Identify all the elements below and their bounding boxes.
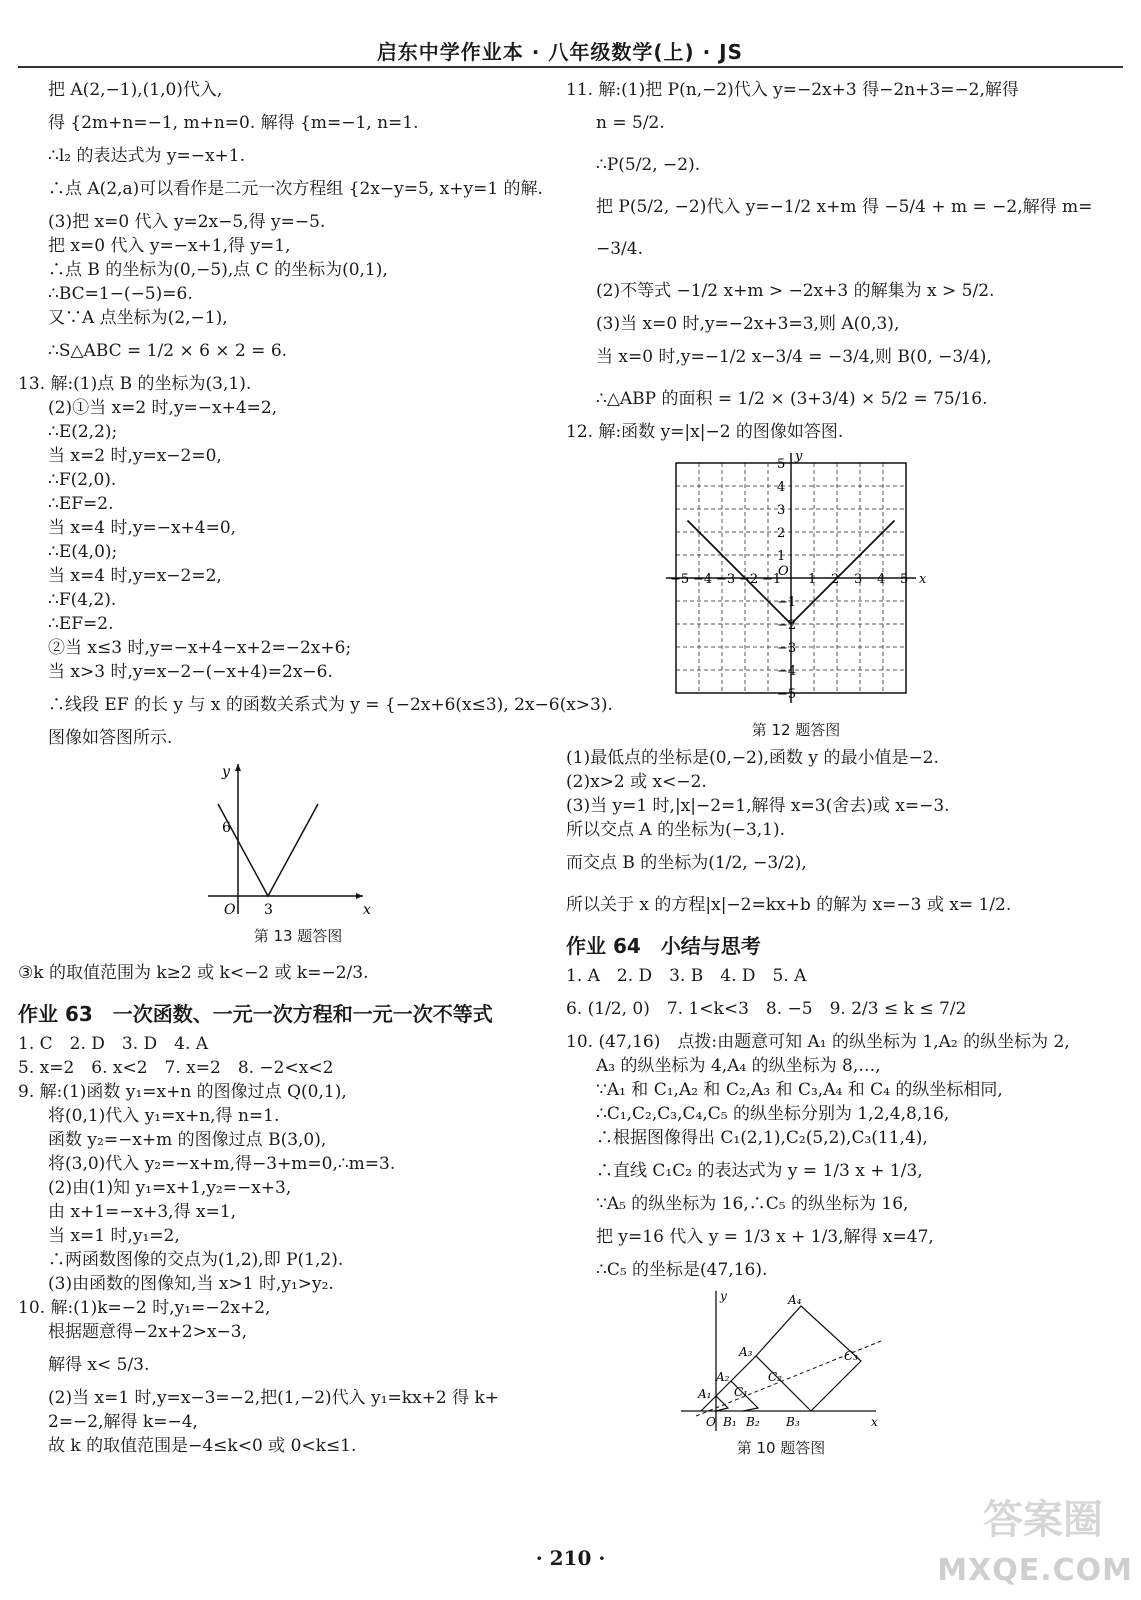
text-line: 把 P(5/2, −2)代入 y=−1/2 x+m 得 −5/4 + m = −2,解得 m= — [596, 197, 1093, 217]
answer-line: 6. (1/2, 0) 7. 1<k<3 8. −5 9. 2/3 ≤ k ≤ 7/2 — [566, 999, 967, 1019]
text-line: 而交点 B 的坐标为(1/2, −3/2), — [566, 853, 807, 873]
right-column — [566, 78, 1126, 1464]
text-line: ∴EF=2. — [48, 614, 114, 634]
figure-13-graph — [198, 754, 398, 924]
text-line: (2)①当 x=2 时,y=−x+4=2, — [48, 398, 278, 418]
y-tick: 3 — [777, 503, 786, 518]
text-line: ∴BC=1−(−5)=6. — [48, 284, 193, 304]
x-tick: 3 — [854, 572, 863, 587]
question-9-line: 9. 解:(1)函数 y₁=x+n 的图像过点 Q(0,1), — [18, 1082, 347, 1102]
text-line: A₃ 的纵坐标为 4,A₄ 的纵坐标为 8,…, — [596, 1056, 881, 1076]
section-63-title: 作业 63 一次函数、一元一次方程和一元一次不等式 — [18, 1002, 493, 1026]
x-tick-labels — [670, 572, 908, 587]
figure-10 — [676, 1286, 886, 1460]
text-line: ∴l₂ 的表达式为 y=−x+1. — [48, 146, 246, 166]
text-line: n = 5/2. — [596, 113, 665, 133]
figure-10-graph — [676, 1286, 886, 1436]
text-line: 又∵A 点坐标为(2,−1), — [48, 308, 228, 328]
origin-label: O — [224, 902, 236, 918]
x-tick: −1 — [762, 572, 782, 587]
text-line: ∴点 A(2,a)可以看作是二元一次方程组 {2x−y=5, x+y=1 的解. — [48, 179, 543, 199]
text-line: 故 k 的取值范围是−4≤k<0 或 0<k≤1. — [48, 1436, 357, 1456]
text-line: ∴E(4,0); — [48, 542, 118, 562]
text-line: (3)当 x=0 时,y=−2x+3=3,则 A(0,3), — [596, 314, 900, 334]
text-line: ∴P(5/2, −2). — [596, 155, 701, 175]
text-line: 当 x>3 时,y=x−2−(−x+4)=2x−6. — [48, 662, 333, 682]
figure-12 — [661, 448, 931, 742]
figure-12-graph — [661, 448, 931, 718]
y-label: y — [795, 449, 803, 464]
function-graph — [218, 804, 318, 896]
question-11-line: 11. 解:(1)把 P(n,−2)代入 y=−2x+3 得−2n+3=−2,解得 — [566, 80, 1019, 100]
text-line: ∴两函数图像的交点为(1,2),即 P(1,2). — [48, 1250, 344, 1270]
y-tick: 1 — [777, 549, 786, 564]
question-13-line: 13. 解:(1)点 B 的坐标为(3,1). — [18, 374, 252, 394]
answer-line: 5. x=2 6. x<2 7. x=2 8. −2<x<2 — [18, 1058, 334, 1078]
figure-13-caption: 第 13 题答图 — [253, 927, 343, 945]
header-title: 启东中学作业本 · 八年级数学(上) · JS — [376, 40, 743, 64]
text-line: ∴C₁,C₂,C₃,C₄,C₅ 的纵坐标分别为 1,2,4,8,16, — [596, 1104, 950, 1124]
b2-label: B₂ — [746, 1415, 760, 1429]
y-tick: −4 — [777, 664, 797, 679]
text-line: 解得 x< 5/3. — [48, 1355, 150, 1375]
text-line: ∴EF=2. — [48, 494, 114, 514]
a4-label: A₄ — [788, 1293, 802, 1307]
text-line: ∴根据图像得出 C₁(2,1),C₂(5,2),C₃(11,4), — [596, 1128, 928, 1148]
text-line: ∴线段 EF 的长 y 与 x 的函数关系式为 y = {−2x+6(x≤3), 2x−6(x>3). — [48, 695, 613, 715]
c1-label: C₁ — [734, 1385, 748, 1399]
text-line: ②当 x≤3 时,y=−x+4−x+2=−2x+6; — [48, 638, 352, 658]
text-line: ∵A₅ 的纵坐标为 16,∴C₅ 的纵坐标为 16, — [596, 1194, 909, 1214]
text-line: ∴点 B 的坐标为(0,−5),点 C 的坐标为(0,1), — [48, 260, 388, 280]
origin-label: O — [706, 1415, 716, 1429]
text-line: 由 x+1=−x+3,得 x=1, — [48, 1202, 237, 1222]
text-line: (3)当 y=1 时,|x|−2=1,解得 x=3(舍去)或 x=−3. — [566, 796, 950, 816]
text-line: ③k 的取值范围为 k≥2 或 k<−2 或 k=−2/3. — [18, 963, 369, 983]
left-column — [18, 78, 613, 1458]
text-line: (1)最低点的坐标是(0,−2),函数 y 的最小值是−2. — [566, 748, 939, 768]
y-label: y — [720, 1289, 727, 1303]
text-line: (2)不等式 −1/2 x+m > −2x+3 的解集为 x > 5/2. — [596, 281, 995, 301]
text-line: 所以交点 A 的坐标为(−3,1). — [566, 820, 786, 840]
text-line: (3)把 x=0 代入 y=2x−5,得 y=−5. — [48, 212, 326, 232]
tick-6: 6 — [222, 820, 231, 836]
text-line: ∴直线 C₁C₂ 的表达式为 y = 1/3 x + 1/3, — [596, 1161, 923, 1181]
text-line: 当 x=4 时,y=−x+4=0, — [48, 518, 237, 538]
x-label: x — [871, 1415, 878, 1429]
x-tick: 1 — [808, 572, 817, 587]
x-tick: −4 — [693, 572, 713, 587]
text-line: ∴△ABP 的面积 = 1/2 × (3+3/4) × 5/2 = 75/16. — [596, 389, 988, 409]
page-number: · 210 · — [535, 1546, 606, 1570]
text-line: (3)由函数的图像知,当 x>1 时,y₁>y₂. — [48, 1274, 334, 1294]
text-line: 2=−2,解得 k=−4, — [48, 1412, 198, 1432]
tick-3: 3 — [264, 902, 273, 918]
page-header — [18, 30, 1123, 68]
c2-label: C₂ — [768, 1370, 782, 1384]
text-line: 当 x=0 时,y=−1/2 x−3/4 = −3/4,则 B(0, −3/4), — [596, 347, 992, 367]
x-arrow — [356, 893, 363, 899]
figure-12-caption: 第 12 题答图 — [751, 721, 841, 739]
text-line: ∴C₅ 的坐标是(47,16). — [596, 1260, 768, 1280]
text-line: 所以关于 x 的方程|x|−2=kx+b 的解为 x=−3 或 x= 1/2. — [566, 895, 1012, 915]
section-64-title: 作业 64 小结与思考 — [566, 934, 761, 958]
watermark-site: MXQE.COM — [937, 1553, 1133, 1588]
y-tick: −3 — [777, 641, 797, 656]
x-tick: 2 — [831, 572, 840, 587]
watermark-logo: 答案圈 — [983, 1497, 1103, 1543]
text-line: (2)由(1)知 y₁=x+1,y₂=−x+3, — [48, 1178, 292, 1198]
y-label: y — [222, 764, 230, 780]
text-line: 图像如答图所示. — [48, 728, 173, 748]
y-tick: 5 — [777, 457, 786, 472]
y-tick: 4 — [777, 480, 786, 495]
origin-label: O — [778, 564, 789, 579]
text-line: ∴S△ABC = 1/2 × 6 × 2 = 6. — [48, 341, 288, 361]
text-line: ∴F(2,0). — [48, 470, 117, 490]
text-line: 把 A(2,−1),(1,0)代入, — [48, 80, 223, 100]
y-tick: −5 — [777, 687, 797, 702]
y-tick: −2 — [777, 618, 797, 633]
figure-13 — [198, 754, 398, 948]
text-line: (2)x>2 或 x<−2. — [566, 772, 707, 792]
text-line: 把 x=0 代入 y=−x+1,得 y=1, — [48, 236, 291, 256]
y-tick: −1 — [777, 595, 797, 610]
x-tick: 5 — [900, 572, 909, 587]
text-line: ∴F(4,2). — [48, 590, 117, 610]
b3-label: B₃ — [786, 1415, 800, 1429]
text-line: ∴E(2,2); — [48, 422, 118, 442]
text-line: −3/4. — [596, 239, 644, 259]
figure-10-caption: 第 10 题答图 — [736, 1439, 826, 1457]
a1-label: A₁ — [698, 1387, 712, 1401]
x-label: x — [919, 572, 927, 587]
text-line: 把 y=16 代入 y = 1/3 x + 1/3,解得 x=47, — [596, 1227, 934, 1247]
question-10-line: 10. (47,16) 点拨:由题意可知 A₁ 的纵坐标为 1,A₂ 的纵坐标为 2, — [566, 1032, 1070, 1052]
text-line: (2)当 x=1 时,y=x−3=−2,把(1,−2)代入 y₁=kx+2 得 k+ — [48, 1388, 500, 1408]
watermark — [933, 1488, 1133, 1588]
answer-line: 1. C 2. D 3. D 4. A — [18, 1034, 209, 1054]
text-line: 将(0,1)代入 y₁=x+n,得 n=1. — [48, 1106, 280, 1126]
x-tick: −2 — [739, 572, 759, 587]
x-tick: −3 — [716, 572, 736, 587]
a3-label: A₃ — [739, 1345, 753, 1359]
text-line: 当 x=1 时,y₁=2, — [48, 1226, 180, 1246]
text-line: 将(3,0)代入 y₂=−x+m,得−3+m=0,∴m=3. — [48, 1154, 396, 1174]
a2-label: A₂ — [716, 1370, 730, 1384]
text-line: 得 {2m+n=−1, m+n=0. 解得 {m=−1, n=1. — [48, 113, 419, 133]
y-arrow — [235, 764, 241, 771]
y-tick: 2 — [777, 526, 786, 541]
text-line: 根据题意得−2x+2>x−3, — [48, 1322, 248, 1342]
answer-line: 1. A 2. D 3. B 4. D 5. A — [566, 966, 807, 986]
c3-label: C₃ — [844, 1349, 858, 1363]
x-label: x — [363, 902, 371, 918]
text-line: ∵A₁ 和 C₁,A₂ 和 C₂,A₃ 和 C₃,A₄ 和 C₄ 的纵坐标相同, — [596, 1080, 1003, 1100]
question-12-line: 12. 解:函数 y=|x|−2 的图像如答图. — [566, 422, 844, 442]
b1-label: B₁ — [723, 1415, 737, 1429]
x-tick: 4 — [877, 572, 886, 587]
text-line: 函数 y₂=−x+m 的图像过点 B(3,0), — [48, 1130, 327, 1150]
x-tick: −5 — [670, 572, 690, 587]
text-line: 当 x=4 时,y=x−2=2, — [48, 566, 222, 586]
question-10-line: 10. 解:(1)k=−2 时,y₁=−2x+2, — [18, 1298, 271, 1318]
text-line: 当 x=2 时,y=x−2=0, — [48, 446, 222, 466]
